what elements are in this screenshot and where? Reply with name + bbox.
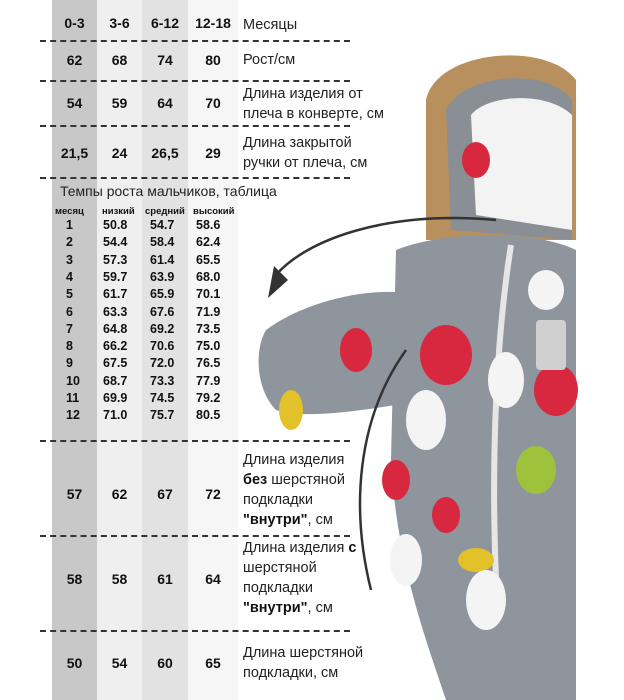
- growth-value-cell: 79.2: [196, 391, 221, 405]
- growth-value-cell: 70.6: [150, 339, 175, 354]
- growth-value-cell: 59.7: [103, 269, 128, 284]
- growth-month-cell: 10: [66, 373, 80, 388]
- height-value: 68: [111, 52, 128, 68]
- growth-value-cell: 57.3: [103, 252, 128, 267]
- label-months: Месяцы: [243, 17, 298, 33]
- label-text: , см: [307, 512, 333, 528]
- with-lining-value: 61: [157, 571, 173, 587]
- label-line: [243, 598, 356, 618]
- with-lining-value: 58: [66, 571, 83, 587]
- envelope-value: 54: [66, 95, 83, 111]
- label-line: Длина изделия от: [243, 86, 363, 102]
- no-lining-value: 57: [66, 486, 83, 502]
- height-value: 80: [205, 52, 221, 68]
- no-lining-value: 62: [111, 486, 128, 502]
- growth-month-cell: 9: [66, 356, 73, 371]
- envelope-value: 59: [111, 95, 128, 111]
- label-bold: с: [348, 540, 357, 556]
- row-divider: [40, 535, 350, 537]
- cuff-value: 29: [205, 145, 221, 161]
- growth-value-cell: 61.4: [150, 252, 175, 267]
- label-line: Длина изделия: [243, 452, 345, 468]
- growth-value-cell: 76.5: [196, 356, 221, 371]
- row-divider: [40, 125, 350, 127]
- height-value: 74: [157, 52, 173, 68]
- growth-month-cell: 7: [66, 321, 73, 336]
- growth-month-cell: 1: [66, 218, 73, 232]
- growth-value-cell: 69.9: [103, 391, 128, 405]
- growth-value-cell: 61.7: [103, 287, 128, 302]
- growth-value-cell: 58.6: [196, 218, 221, 232]
- growth-value-cell: 54.4: [103, 235, 128, 250]
- growth-value-cell: 73.3: [150, 373, 175, 388]
- label-line: шерстяной: [243, 560, 317, 576]
- label-line: [243, 470, 345, 490]
- growth-value-cell: 63.3: [103, 304, 128, 319]
- with-lining-value: 64: [205, 571, 221, 587]
- label-line: Длина закрытой: [243, 135, 352, 151]
- growth-value-cell: 68.0: [196, 269, 221, 284]
- growth-value-cell: 73.5: [196, 321, 221, 336]
- label-line: [243, 538, 356, 558]
- label-line: подкладки, см: [243, 665, 339, 681]
- label-text: , см: [307, 600, 333, 616]
- growth-value-cell: 67.5: [103, 356, 128, 371]
- row-divider: [40, 40, 350, 42]
- growth-value-cell: 65.9: [150, 287, 175, 302]
- no-lining-value: 72: [205, 486, 221, 502]
- age-12-18: 12-18: [195, 15, 231, 31]
- label-line: подкладки: [243, 580, 313, 596]
- label-cuff-length: [243, 133, 367, 173]
- lining-value: 54: [111, 655, 128, 671]
- with-lining-value: 58: [111, 571, 128, 587]
- growth-value-cell: 65.5: [196, 252, 221, 267]
- age-3-6: 3-6: [109, 15, 130, 31]
- cuff-value: 26,5: [151, 145, 179, 161]
- cuff-value: 24: [111, 145, 128, 161]
- growth-month-cell: 12: [66, 408, 80, 423]
- growth-value-cell: 71.9: [196, 304, 221, 319]
- label-envelope-length: [243, 84, 384, 124]
- growth-month-cell: 11: [66, 391, 80, 405]
- lining-value: 50: [66, 655, 83, 671]
- row-divider: [40, 630, 350, 632]
- growth-month-cell: 2: [66, 235, 73, 250]
- growth-value-cell: 68.7: [103, 373, 128, 388]
- growth-value-cell: 75.0: [196, 339, 221, 354]
- growth-header-mid: средний: [145, 206, 185, 217]
- growth-value-cell: 71.0: [103, 408, 128, 423]
- growth-value-cell: 77.9: [196, 373, 221, 388]
- growth-header-low: низкий: [102, 206, 135, 217]
- growth-month-cell: 4: [66, 269, 73, 284]
- no-lining-value: 67: [157, 486, 173, 502]
- growth-value-cell: 63.9: [150, 269, 175, 284]
- cuff-value: 21,5: [60, 145, 89, 161]
- growth-value-cell: 66.2: [103, 339, 128, 354]
- growth-value-cell: 75.7: [150, 408, 175, 423]
- growth-value-cell: 74.5: [150, 391, 175, 405]
- envelope-value: 64: [157, 95, 173, 111]
- label-text: шерстяной: [267, 472, 345, 488]
- label-bold: без: [243, 472, 268, 488]
- growth-value-cell: 54.7: [150, 218, 175, 232]
- growth-month-cell: 3: [66, 252, 73, 267]
- growth-value-cell: 50.8: [103, 218, 128, 232]
- label-line: Длина шерстяной: [243, 645, 364, 661]
- growth-month-cell: 8: [66, 339, 73, 354]
- growth-month-cell: 5: [66, 287, 73, 302]
- label-lining-length: [243, 643, 363, 683]
- lining-value: 65: [205, 655, 221, 671]
- growth-value-cell: 67.6: [150, 304, 175, 319]
- label-height: Рост/см: [243, 52, 296, 68]
- label-bold: "внутри": [243, 600, 308, 616]
- row-divider: [40, 177, 350, 179]
- growth-value-cell: 70.1: [196, 287, 221, 302]
- height-value: 62: [66, 52, 83, 68]
- growth-value-cell: 72.0: [150, 356, 175, 371]
- label-line: ручки от плеча, см: [243, 155, 368, 171]
- growth-value-cell: 64.8: [103, 321, 128, 336]
- lining-value: 60: [157, 655, 173, 671]
- growth-value-cell: 69.2: [150, 321, 175, 336]
- age-6-12: 6-12: [150, 15, 180, 31]
- growth-month-cell: 6: [66, 304, 73, 319]
- growth-table-title: Темпы роста мальчиков, таблица: [60, 183, 277, 199]
- growth-header-high: высокий: [193, 206, 235, 217]
- label-line: плеча в конверте, см: [243, 106, 385, 122]
- row-divider: [40, 80, 350, 82]
- label-line: подкладки: [243, 492, 313, 508]
- row-divider: [40, 440, 350, 442]
- label-length-without-lining: [243, 450, 345, 530]
- label-length-with-lining: [243, 538, 356, 618]
- envelope-value: 70: [205, 95, 221, 111]
- growth-header-month: месяц: [55, 206, 84, 217]
- age-0-3: 0-3: [64, 15, 85, 31]
- growth-value-cell: 58.4: [150, 235, 175, 250]
- growth-value-cell: 62.4: [196, 235, 221, 250]
- label-bold: "внутри": [243, 512, 308, 528]
- label-text: Длина изделия: [243, 540, 349, 556]
- growth-value-cell: 80.5: [196, 408, 221, 423]
- label-line: [243, 510, 345, 530]
